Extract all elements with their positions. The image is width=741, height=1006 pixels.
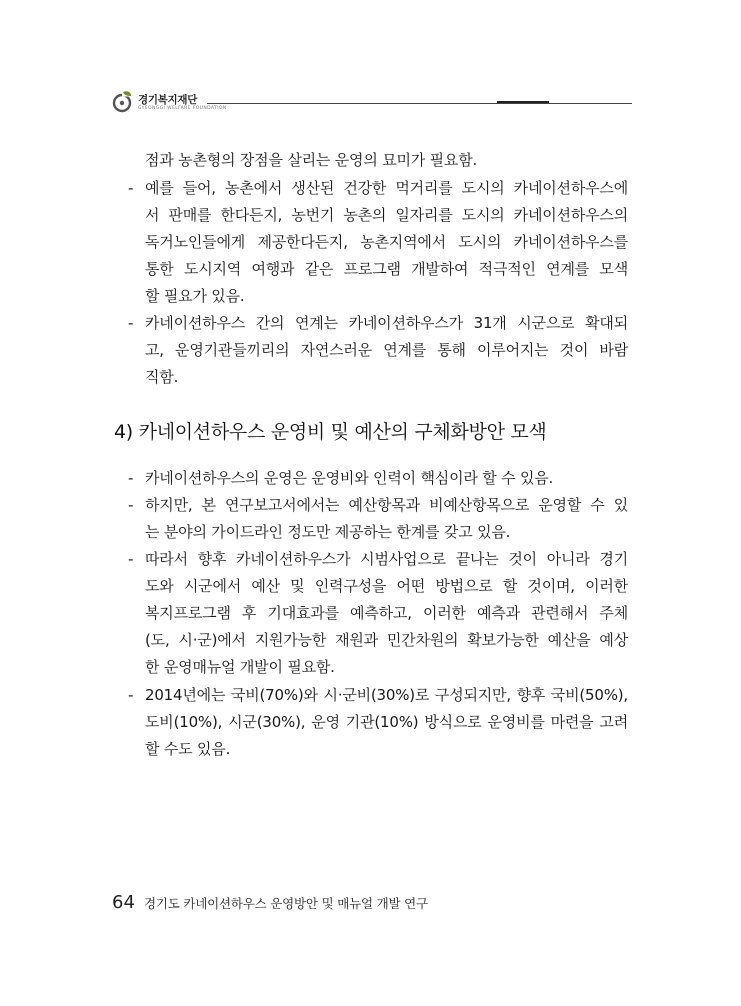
text-line: 할 필요가 있음. — [145, 287, 245, 305]
running-title: 경기도 카네이션하우스 운영방안 및 매뉴얼 개발 연구 — [144, 896, 428, 911]
bullet-dash: - — [128, 469, 134, 487]
page-number: 64 — [112, 892, 135, 913]
bullet-dash: - — [128, 550, 134, 568]
header-divider-accent — [497, 101, 549, 103]
bullet-dash: - — [128, 686, 134, 704]
text-line: 통한 도시지역 여행과 같은 프로그램 개발하여 적극적인 연계를 모색 — [145, 260, 628, 278]
text-line: 서 판매를 한다든지, 농번기 농촌의 일자리를 도시의 카네이션하우스의 — [145, 206, 628, 224]
page-footer — [112, 892, 428, 913]
text-line: 따라서 향후 카네이션하우스가 시범사업으로 끝나는 것이 아니라 경기 — [145, 550, 628, 568]
bullet-dash: - — [128, 496, 134, 514]
text-line: 카네이션하우스 간의 연계는 카네이션하우스가 31개 시군으로 확대되 — [145, 314, 628, 332]
text-line: 한 운영매뉴얼 개발이 필요함. — [145, 658, 335, 676]
text-line: 도와 시군에서 예산 및 인력구성을 어떤 방법으로 할 것이며, 이러한 — [145, 577, 628, 595]
text-line: 2014년에는 국비(70%)와 시·군비(30%)로 구성되지만, 향후 국비(50%), — [145, 686, 628, 704]
text-line: 복지프로그램 후 기대효과를 예측하고, 이러한 예측과 관련해서 주체 — [145, 604, 628, 622]
header-divider — [207, 103, 632, 104]
text-line: 고, 운영기관들끼리의 자연스러운 연계를 통해 이루어지는 것이 바람 — [145, 341, 628, 359]
section-heading: 4) 카네이션하우스 운영비 및 예산의 구체화방안 모색 — [114, 421, 547, 443]
text-line: 할 수도 있음. — [145, 740, 231, 758]
page-header — [112, 90, 632, 120]
bullet-dash: - — [128, 179, 134, 197]
text-line: 독거노인들에게 제공한다든지, 농촌지역에서 도시의 카네이션하우스를 — [145, 233, 628, 251]
org-subtitle: GYEONGGI WELFARE FOUNDATION — [138, 106, 227, 111]
bullet-dash: - — [128, 314, 134, 332]
text-line: (도, 시·군)에서 지원가능한 재원과 민간차원의 확보가능한 예산을 예상 — [145, 631, 628, 649]
foundation-logo-icon — [112, 90, 134, 114]
text-line: 직함. — [145, 368, 179, 386]
text-line: 는 분야의 가이드라인 정도만 제공하는 한계를 갖고 있음. — [145, 523, 511, 541]
org-name: 경기복지재단 — [138, 94, 198, 106]
text-line: 카네이션하우스의 운영은 운영비와 인력이 핵심이라 할 수 있음. — [145, 469, 554, 487]
text-line: 점과 농촌형의 장점을 살리는 운영의 묘미가 필요함. — [145, 151, 478, 169]
text-line: 예를 들어, 농촌에서 생산된 건강한 먹거리를 도시의 카네이션하우스에 — [145, 179, 628, 197]
text-line: 하지만, 본 연구보고서에서는 예산항목과 비예산항목으로 운영할 수 있 — [145, 496, 628, 514]
text-line: 도비(10%), 시군(30%), 운영 기관(10%) 방식으로 운영비를 마련을 고려 — [145, 713, 628, 731]
